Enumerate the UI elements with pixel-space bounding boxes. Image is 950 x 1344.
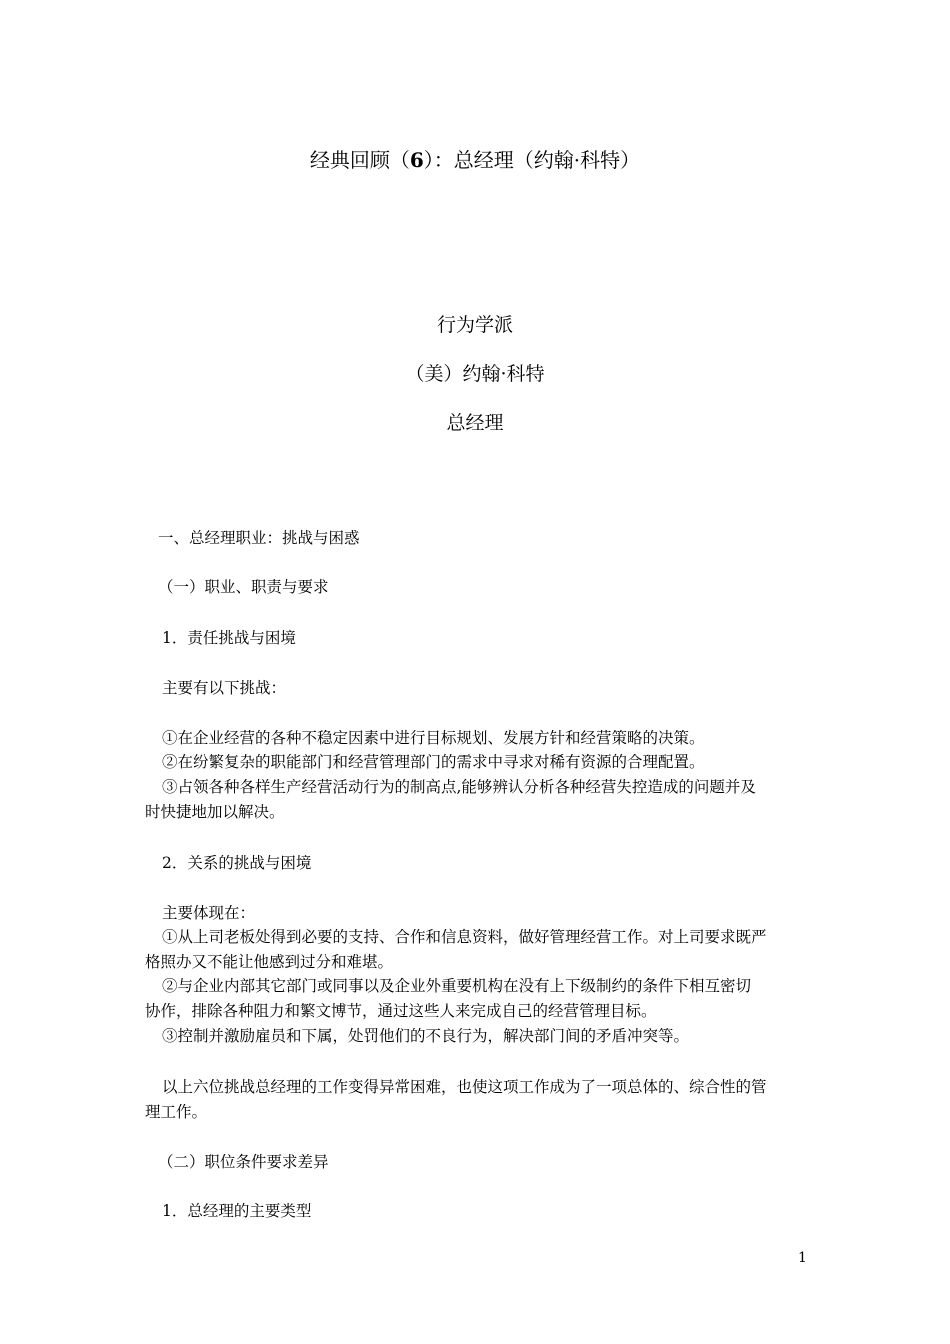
item-heading-1: 1．责任挑战与困境: [162, 629, 296, 647]
title-suffix: ）：总经理（约翰·科特）: [423, 148, 641, 172]
relation-item-2-line-1: ②与企业内部其它部门或同事以及企业外重要机构在没有上下级制约的条件下相互密切: [162, 977, 752, 995]
title-number: 6: [409, 148, 424, 172]
document-title: [0, 150, 950, 170]
school-heading: 行为学派: [436, 314, 513, 336]
book-title: 总经理: [446, 412, 504, 434]
subsection-heading-1: （一）职业、职责与要求: [158, 578, 329, 596]
section-heading-1: 一、总经理职业：挑战与困惑: [158, 529, 360, 547]
title-prefix: 经典回顾（: [309, 148, 410, 172]
challenge-item-3-line-2: 时快捷地加以解决。: [145, 803, 285, 821]
relation-item-3: ③控制并激励雇员和下属，处罚他们的不良行为，解决部门间的矛盾冲突等。: [162, 1027, 690, 1045]
subsection-heading-2: （二）职位条件要求差异: [158, 1153, 329, 1171]
challenge-item-1: ①在企业经营的各种不稳定因素中进行目标规划、发展方针和经营策略的决策。: [162, 729, 705, 747]
author-line: （美）约翰·科特: [405, 363, 545, 385]
challenge-item-3-line-1: ③占领各种各样生产经营活动行为的制高点,能够辨认分析各种经营失控造成的问题并及: [162, 778, 756, 796]
challenge-item-2: ②在纷繁复杂的职能部门和经营管理部门的需求中寻求对稀有资源的合理配置。: [162, 753, 705, 771]
relation-item-2-line-2: 协作，排除各种阻力和繁文博节，通过这些人来完成自己的经营管理目标。: [145, 1002, 657, 1020]
item-intro-2: 主要体现在：: [162, 904, 256, 922]
summary-line-2: 理工作。: [145, 1103, 208, 1121]
summary-line-1: 以上六位挑战总经理的工作变得异常困难，也使这项工作成为了一项总体的、综合性的管: [162, 1078, 767, 1096]
item-intro-1: 主要有以下挑战：: [162, 679, 287, 697]
item-heading-3: 1．总经理的主要类型: [162, 1202, 312, 1220]
relation-item-1-line-1: ①从上司老板处得到必要的支持、合作和信息资料，做好管理经营工作。对上司要求既严: [162, 928, 767, 946]
item-heading-2: 2．关系的挑战与困境: [162, 854, 312, 872]
page-number: 1: [798, 1250, 807, 1266]
relation-item-1-line-2: 格照办又不能让他感到过分和难堪。: [145, 953, 394, 971]
